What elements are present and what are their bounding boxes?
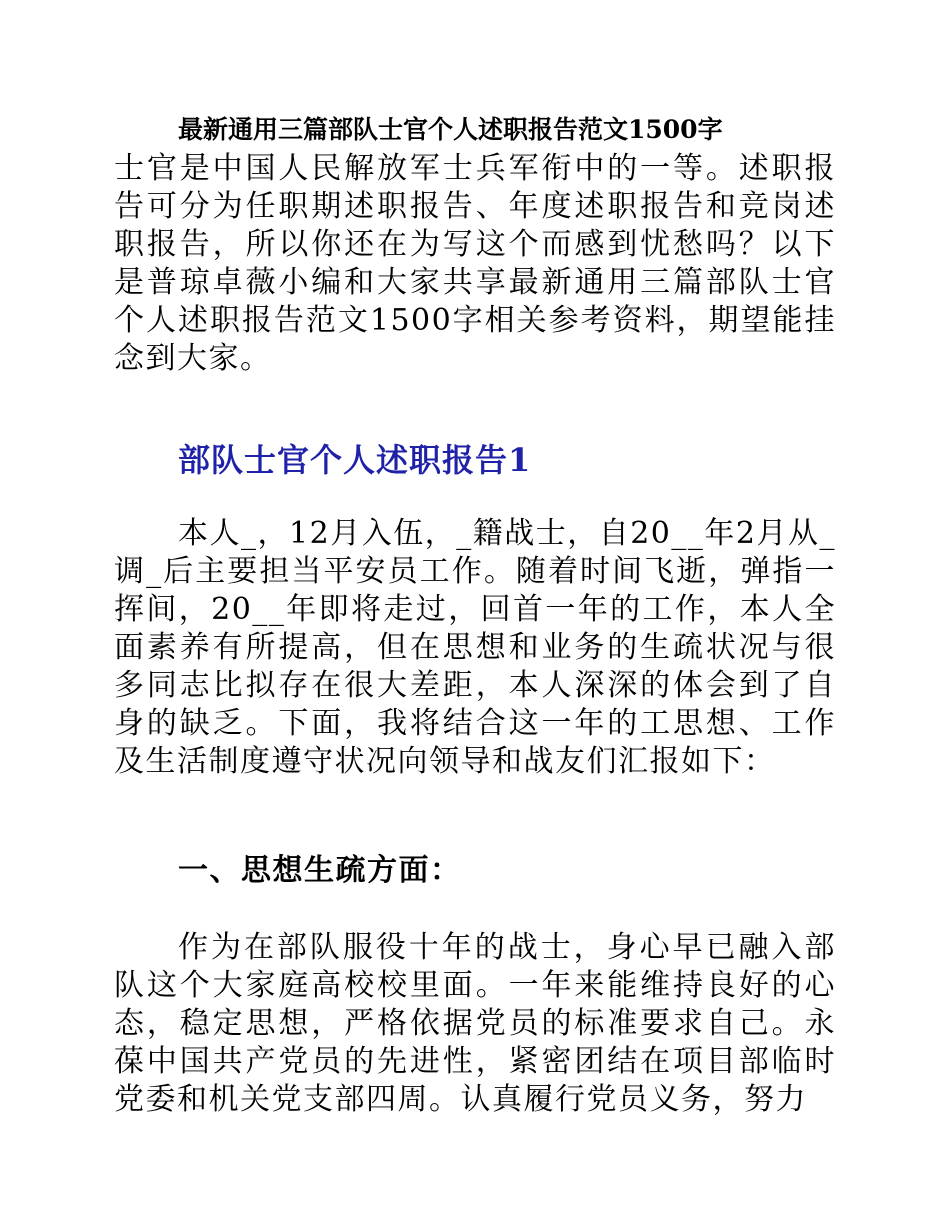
sub-heading: 一、思想生疏方面： <box>178 853 462 888</box>
body-paragraph: 作为在部队服役十年的战士，身心早已融入部队这个大家庭高校校里面。一年来能维持良好的心态，稳定思想，严格依据党员的标准要求自己。永葆中国共产党员的先进性，紧密团结在项目部临时党委和机关党支部四周。认真履行党员义务，努力 <box>114 930 836 1117</box>
section-heading: 部队士官个人述职报告1 <box>178 441 532 479</box>
document-title: 最新通用三篇部队士官个人述职报告范文1500字 <box>178 115 723 144</box>
intro-paragraph: 士官是中国人民解放军士兵军衔中的一等。述职报告可分为任职期述职报告、年度述职报告和竞岗述职报告，所以你还在为写这个而感到忧愁吗？以下是普琼卓薇小编和大家共享最新通用三篇部队士官个人述职报告范文1500字相关参考资料，期望能挂念到大家。 <box>114 151 836 376</box>
body-paragraph: 本人_，12月入伍，_籍战士，自20__年2月从_调_后主要担当平安员工作。随着时间飞逝，弹指一挥间，20__年即将走过，回首一年的工作，本人全面素养有所提高，但在思想和业务的生疏状况与很多同志比拟存在很大差距，本人深深的体会到了自身的缺乏。下面，我将结合这一年的工思想、工作及生活制度遵守状况向领导和战友们汇报如下： <box>114 516 836 779</box>
